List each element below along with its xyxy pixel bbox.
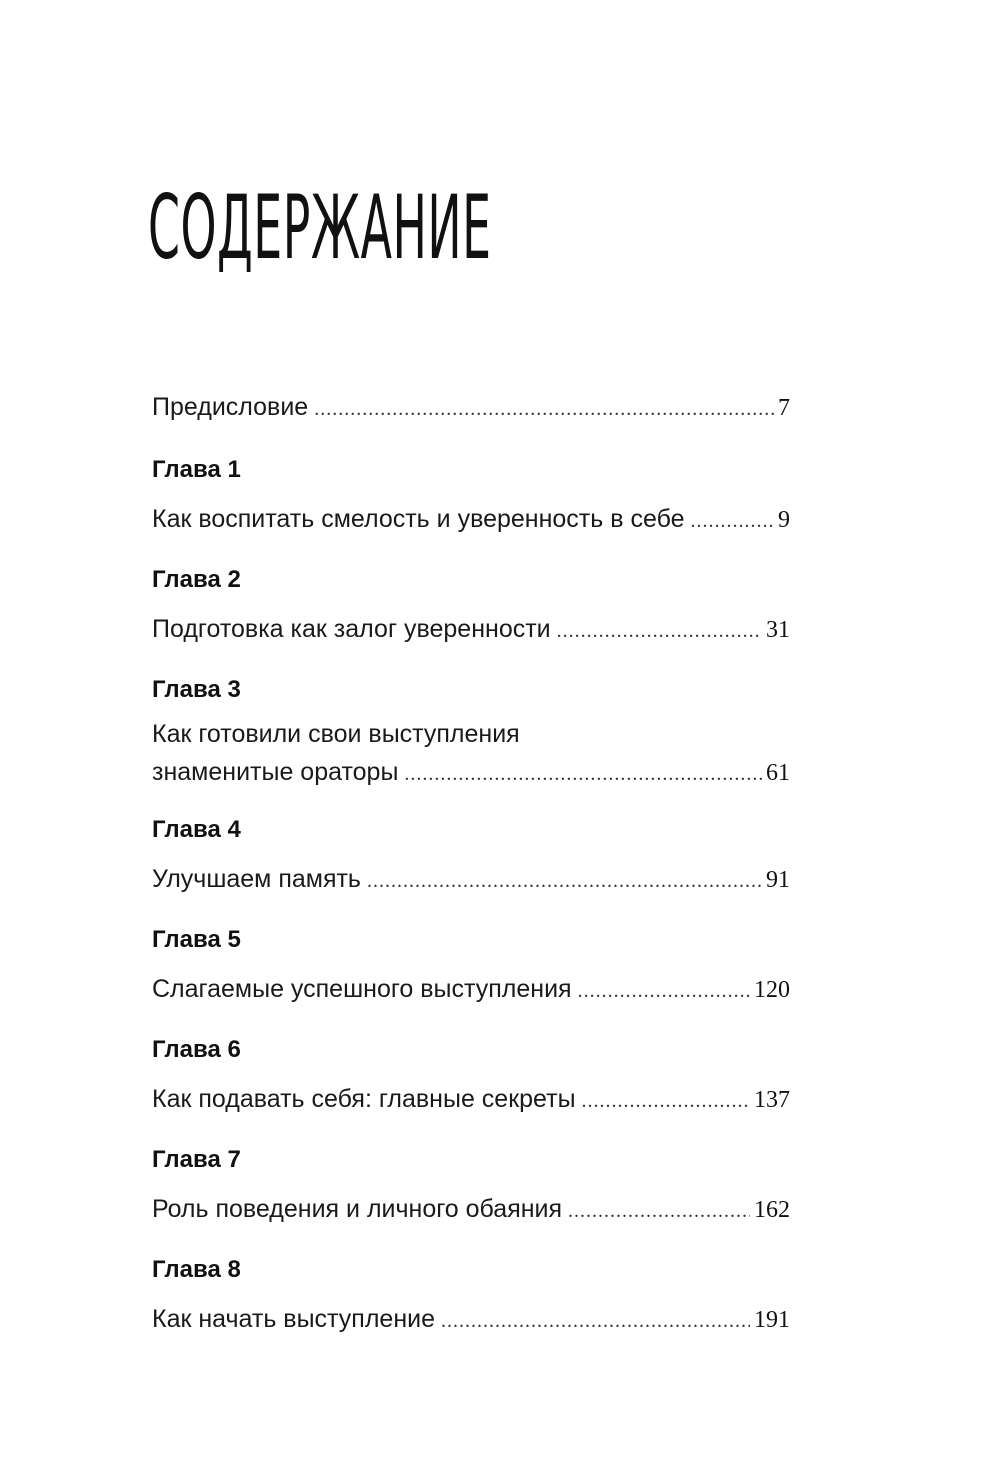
chapter-label: Глава 6 (152, 1036, 241, 1063)
dot-leader (367, 858, 762, 904)
toc-entry-chapter-7 (152, 1186, 790, 1232)
dot-leader (691, 498, 774, 544)
entry-title: Слагаемые успешного выступления (152, 975, 572, 1003)
table-of-contents (152, 384, 790, 1342)
entry-title: знаменитые ораторы (152, 758, 399, 786)
chapter-label: Глава 2 (152, 566, 241, 593)
toc-entry-chapter-6 (152, 1076, 790, 1122)
chapter-label: Глава 4 (152, 816, 241, 843)
dot-leader (582, 1078, 750, 1124)
entry-title: Как готовили свои выступления (152, 720, 520, 748)
page-number: 120 (754, 977, 790, 1003)
dot-leader (314, 386, 774, 432)
dot-leader (568, 1188, 750, 1234)
page-number: 31 (766, 617, 790, 643)
dot-leader (404, 754, 762, 794)
chapter-label: Глава 5 (152, 926, 241, 953)
entry-title: Как подавать себя: главные секреты (152, 1085, 576, 1113)
chapter-label: Глава 3 (152, 676, 241, 703)
toc-entry-chapter-1 (152, 496, 790, 542)
entry-title: Роль поведения и личного обаяния (152, 1195, 563, 1223)
entry-title: Улучшаем память (152, 865, 361, 893)
toc-entry-preface (152, 384, 790, 430)
entry-title: Предисловие (152, 393, 309, 421)
page-number: 191 (754, 1307, 790, 1333)
page-number: 61 (766, 760, 790, 786)
dot-leader (578, 968, 750, 1014)
toc-entry-chapter-3-line-2 (152, 752, 790, 792)
dot-leader (557, 608, 762, 654)
page-number: 9 (778, 507, 790, 533)
toc-entry-chapter-3-line-1 (152, 716, 790, 752)
entry-title: Как воспитать смелость и уверенность в себе (152, 505, 685, 533)
page-number: 162 (754, 1197, 790, 1223)
page-title: СОДЕРЖАНИЕ (148, 176, 492, 279)
page-number: 7 (778, 395, 790, 421)
toc-entry-chapter-8 (152, 1296, 790, 1342)
page-number: 137 (754, 1087, 790, 1113)
dot-leader (441, 1298, 750, 1344)
toc-entry-chapter-5 (152, 966, 790, 1012)
entry-title: Подготовка как залог уверенности (152, 615, 551, 643)
entry-title: Как начать выступление (152, 1305, 435, 1333)
toc-entry-chapter-2 (152, 606, 790, 652)
chapter-label: Глава 1 (152, 456, 241, 483)
toc-entry-chapter-4 (152, 856, 790, 902)
chapter-label: Глава 7 (152, 1146, 241, 1173)
page-number: 91 (766, 867, 790, 893)
chapter-label: Глава 8 (152, 1256, 241, 1283)
